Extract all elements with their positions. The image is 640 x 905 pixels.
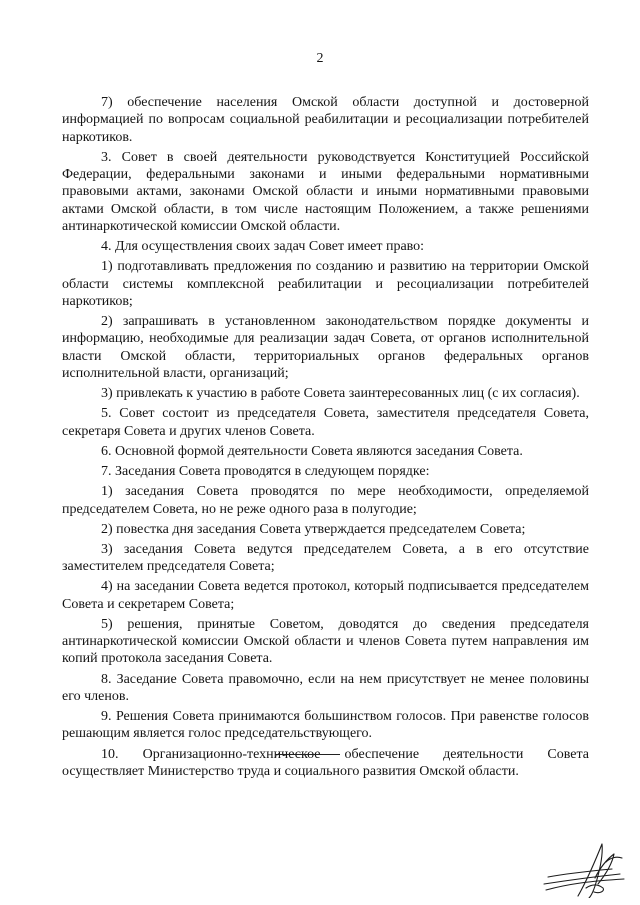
paragraph-7: 7. Заседания Совета проводятся в следующем порядке: bbox=[101, 464, 430, 480]
document-body bbox=[62, 94, 589, 783]
end-divider-line bbox=[275, 754, 340, 755]
paragraph-4-item-2: 2) запрашивать в установленном законодательством порядке документы и информацию, необходимые для реализации задач Совета, от органов исполнительной власти Омской области, территориальных органов федеральных органов исполнительной власти, организаций; bbox=[62, 314, 589, 382]
paragraph-3: 3. Совет в своей деятельности руководствуется Конституцией Российской Федерации, федеральными законами и иными федеральными нормативными правовыми актами, законами Омской области и иными нормативными правовыми актами Омской области, в том числе настоящим Положением, а также решениями антинаркотической комиссии Омской области. bbox=[62, 149, 589, 234]
paragraph-8: 8. Заседание Совета правомочно, если на нем присутствует не менее половины его членов. bbox=[62, 671, 589, 704]
paragraph-5: 5. Совет состоит из председателя Совета, заместителя председателя Совета, секретаря Совета и других членов Совета. bbox=[62, 406, 589, 439]
paragraph-4-item-1: 1) подготавливать предложения по созданию и развитию на территории Омской области системы комплексной реабилитации и ресоциализации потребителей наркотиков; bbox=[62, 259, 589, 309]
paragraph-4-item-3: 3) привлекать к участию в работе Совета заинтересованных лиц (с их согласия). bbox=[101, 386, 580, 402]
paragraph-9: 9. Решения Совета принимаются большинством голосов. При равенстве голосов решающим является голос председательствующего. bbox=[62, 709, 589, 742]
page-number: 2 bbox=[316, 51, 324, 66]
paragraph-6: 6. Основной формой деятельности Совета являются заседания Совета. bbox=[101, 443, 523, 459]
paragraph-10: 10. Организационно-техническое обеспечение деятельности Совета осуществляет Министерство труда и социального развития Омской области. bbox=[62, 746, 589, 779]
paragraph-7-item-3: 3) заседания Совета ведутся председателем Совета, а в его отсутствие заместителем председателя Совета; bbox=[62, 541, 589, 575]
signature-icon bbox=[540, 838, 630, 898]
paragraph-7-item-1: 1) заседания Совета проводятся по мере необходимости, определяемой председателем Совета, но не реже одного раза в полугодие; bbox=[62, 484, 589, 517]
paragraph-7-item-4: 4) на заседании Совета ведется протокол, который подписывается председателем Совета и секретарем Совета; bbox=[62, 579, 589, 612]
paragraph-7-item-7: 7) обеспечение населения Омской области доступной и достоверной информацией по вопросам социальной реабилитации и ресоциализации потребителей наркотиков. bbox=[62, 95, 589, 145]
paragraph-7-item-5: 5) решения, принятые Советом, доводятся до сведения председателя антинаркотической комиссии Омской области и членов Совета путем направления им копий протокола заседания Совета. bbox=[62, 616, 589, 667]
paragraph-4: 4. Для осуществления своих задач Совет имеет право: bbox=[101, 239, 425, 255]
paragraph-7-item-2: 2) повестка дня заседания Совета утверждается председателем Совета; bbox=[101, 521, 526, 537]
